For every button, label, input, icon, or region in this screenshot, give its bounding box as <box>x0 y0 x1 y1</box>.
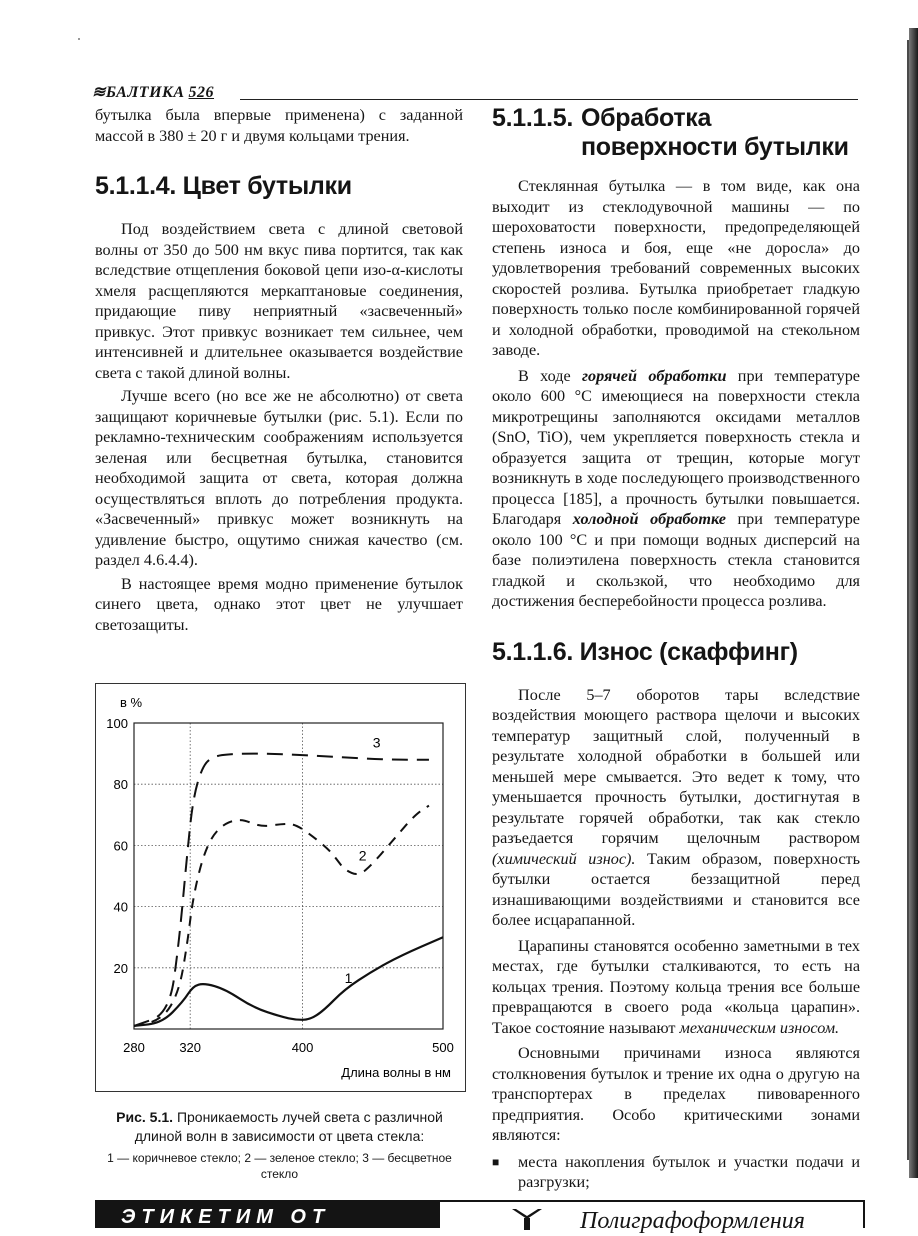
header-rule <box>240 99 858 100</box>
text-run: После 5–7 оборотов тары вследствие воздействия моющего раствора щелочи и высоких температур защитный слой, полученный в результате холодной обработки в большей или меньшей мере смывается. Это ведет к тому, что уменьшается прочность бутылки, достигнутая в результате горячей обработки, так как стекло разъедается горячим щелочным раствором <box>492 685 860 847</box>
figure-light-transmission <box>95 683 466 1092</box>
emphasis-cold-treatment: холодной обработке <box>572 510 726 528</box>
figure-caption-label: Рис. 5.1. <box>116 1109 174 1125</box>
x-tick-label: 280 <box>123 1040 145 1055</box>
series-line-1 <box>134 937 443 1026</box>
section-number: 5.1.1.5. <box>492 104 573 132</box>
figure-caption-text: Проникаемость лучей света с различной длиной волн в зависимости от цвета стекла: <box>134 1109 443 1144</box>
footer-brand-name: Полиграфоформления <box>580 1208 805 1234</box>
paragraph <box>492 366 860 612</box>
left-column <box>95 105 463 635</box>
paragraph: Под воздействием света с длиной световой волны от 350 до 500 нм вкус пива портится, так как вследствие отщепления боковой цепи изо-α-кислоты хмеля расщепляются меркаптановые соединения, придающие пиву неприятный «засвеченный» привкус. Этот привкус возникает тем сильнее, чем интенсивней и длительнее оказывается воздействие света с такой длиной волны. <box>95 220 463 382</box>
y-tick-label: 40 <box>113 899 128 915</box>
paragraph: Стеклянная бутылка — в том виде, как она выходит из стеклодувочной машины — по шероховатости поверхности, предопределяющей степень износа и боя, еще «не доросла» до удовлетворения требований современных высоких скоростей розлива. Бутылка приобретает гладкую поверхность только после комбинированной горячей и холодной обработки, проводимой на стекольном заводе. <box>492 177 860 359</box>
text-run: при температуре около 600 °С имеющиеся на поверхности стекла микротрещины заполняются оксидами металлов (SnO, TiO), чем укрепляется поверхность стекла и образуется защита от трещин, которые могут возникнуть в ходе последующего производственного процесса [185], а прочность бутылки повышается. Благодаря <box>492 366 860 528</box>
printer-logo-icon <box>510 1205 544 1230</box>
paragraph <box>492 936 860 1039</box>
section-heading-color: 5.1.1.4. Цвет бутылки <box>95 172 352 200</box>
y-axis-label: в % <box>120 695 143 710</box>
chart-svg <box>96 684 465 1091</box>
figure-caption <box>95 1108 464 1182</box>
right-column <box>492 104 860 1193</box>
series-label-3: 3 <box>372 734 381 751</box>
page-edge-line <box>907 40 909 1160</box>
y-tick-label: 80 <box>113 777 128 793</box>
series-label-1: 1 <box>344 970 353 987</box>
series-line-2 <box>134 806 429 1026</box>
y-tick-label: 20 <box>113 960 128 976</box>
paragraph: Лучше всего (но все же не абсолютно) от света защищают коричневые бутылки (рис. 5.1). Если по рекламно-техническим соображениям используется зеленая или бесцветная бутылка, становится необходимой защита от света, которая должна осуществляться вплоть до потребления продукта. «Засвеченный» привкус может возникнуть на удивление быстро, ощутимо снижая качество (см. раздел 4.6.4.4). <box>95 387 463 569</box>
emphasis-mechanical-wear: механическим износом. <box>679 1018 840 1037</box>
series-line-3 <box>134 754 429 1026</box>
running-head <box>92 82 858 102</box>
x-tick-label: 400 <box>291 1040 314 1055</box>
plot-frame <box>134 723 443 1029</box>
footer-banner: ЭТИКЕТИМ ОТ <box>95 1200 440 1228</box>
page-number: 526 <box>188 84 215 101</box>
section-title: Обработка поверхности бутылки <box>581 104 849 161</box>
text-run: при температуре около 100 °С и при помощи водных дисперсий на базе полиэтилена поверхность стекла становится гладкой и скользкой, что необходимо для достижения бесперебойности процесса розлива. <box>492 510 860 610</box>
bullet-marker: ■ <box>492 1154 500 1169</box>
figure-caption-main <box>95 1108 464 1146</box>
emphasis-chemical-wear: (химический износ). <box>492 849 636 868</box>
scan-speck <box>78 38 80 40</box>
x-tick-label: 320 <box>179 1040 202 1055</box>
brand-name: ≋БАЛТИКА <box>92 84 185 101</box>
y-tick-label: 60 <box>113 838 128 854</box>
paragraph <box>492 685 860 931</box>
footer-brand-box <box>440 1200 865 1234</box>
emphasis-hot-treatment: горячей обработки <box>582 366 727 385</box>
text-run: В ходе <box>518 366 583 385</box>
continued-paragraph: бутылка была впервые применена) с заданной массой в 380 ± 20 г и двумя кольцами трения. <box>95 106 463 145</box>
text-run: Царапины становятся особенно заметными в тех местах, где бутылки сталкиваются, то есть на кольцах трения. Поэтому кольца трения все больше превращаются в своего рода «кольца царапин». Такое состояние называют <box>492 936 860 1037</box>
list-item <box>492 1152 860 1193</box>
figure-legend: 1 — коричневое стекло; 2 — зеленое стекло; 3 — бесцветное стекло <box>107 1151 452 1181</box>
section-heading-surface <box>492 104 860 162</box>
paragraph: Основными причинами износа являются столкновения бутылок и трение их одна о другую на транспортерах в пределах пивоваренного предприятия. Особо критическими зонами являются: <box>492 1044 860 1144</box>
section-heading-scuffing: 5.1.1.6. Износ (скаффинг) <box>492 637 798 666</box>
x-axis-label: Длина волны в нм <box>341 1065 451 1080</box>
y-tick-label: 100 <box>106 716 128 731</box>
page-edge-shadow <box>909 28 918 1178</box>
x-tick-label: 500 <box>432 1040 454 1055</box>
running-head-left <box>92 82 214 102</box>
text-run: Таким образом, поверхность бутылки остается беззащитной перед изнашивающими воздействиями и становится все более исцарапанной. <box>492 849 861 929</box>
paragraph: В настоящее время модно применение бутылок синего цвета, однако этот цвет не улучшает светозащиты. <box>95 574 463 634</box>
series-label-2: 2 <box>358 847 367 864</box>
list-item-text: места накопления бутылок и участки подачи и разгрузки; <box>518 1152 860 1191</box>
